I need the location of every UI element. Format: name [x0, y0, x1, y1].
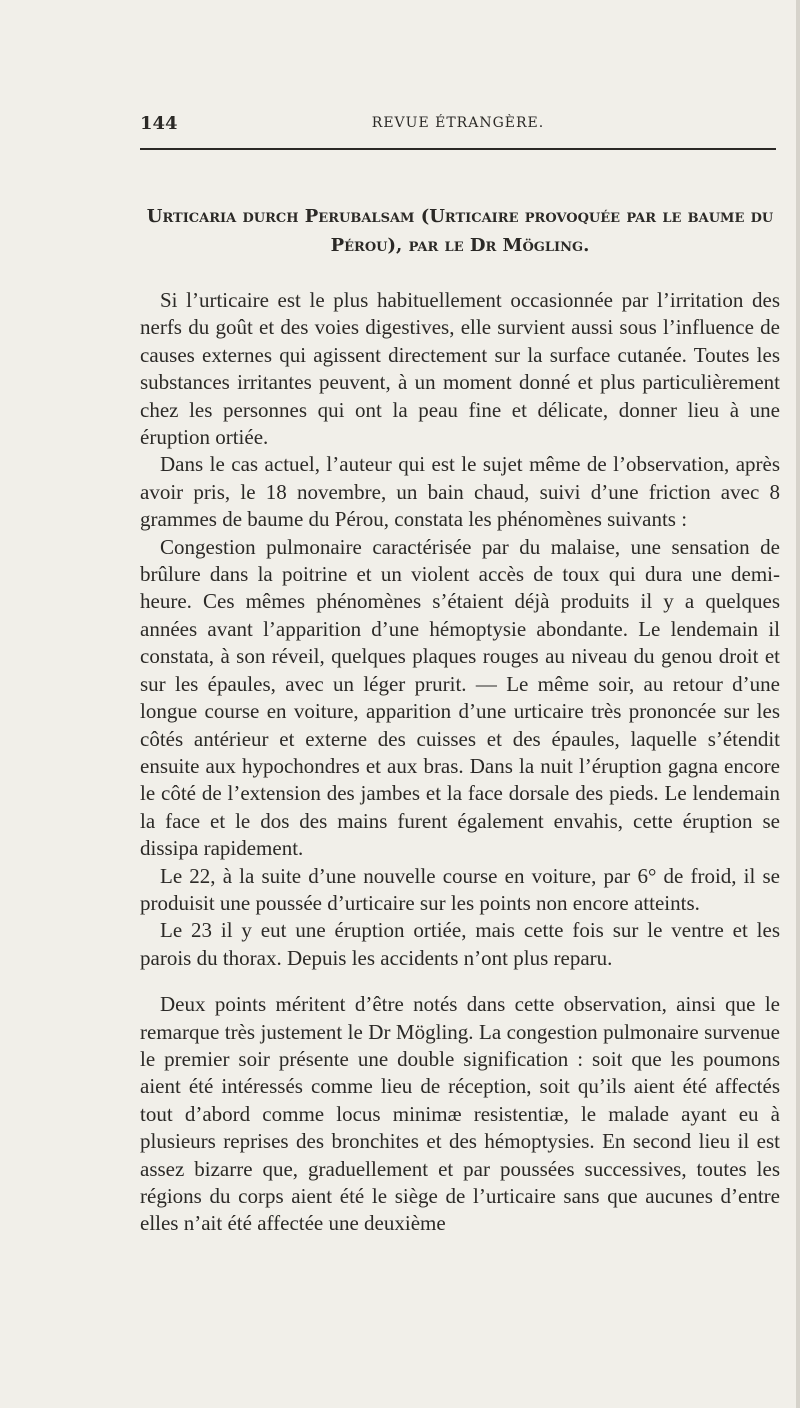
paragraph-discussion: Deux points méritent d’être notés dans cette observation, ainsi que le remarque très justement le Dr Mögling. La congestion pulmonaire survenue le premier soir présente une double signification : soit que les poumons aient été intéressés comme lieu de réception, soit qu’ils aient été affectés tout d’abord comme locus minimæ resistentiæ, le malade ayant eu à plusieurs reprises des bronchites et des hémoptysies. En second lieu il est assez bizarre que, graduellement et par poussées successives, toutes les régions du corps aient été le siège de l’urticaire sans que aucunes d’entre elles n’ait été affectée une deuxième	[140, 992, 780, 1236]
running-title: REVUE ÉTRANGÈRE.	[371, 115, 545, 131]
running-head	[140, 113, 776, 137]
header-rule	[140, 148, 776, 150]
paragraph-case: Dans le cas actuel, l’auteur qui est le sujet même de l’observation, après avoir pris, le 18 novembre, un bain chaud, suivi d’une friction avec 8 grammes de baume du Pérou, constata les phénomènes suivants :	[140, 452, 780, 532]
page-number: 144	[140, 113, 178, 134]
article-title-line-1: Urticaria durch Perubalsam (Urticaire provoquée par le baume du	[146, 206, 774, 227]
paragraph-22: Le 22, à la suite d’une nouvelle course en voiture, par 6° de froid, il se produisit une poussée d’urticaire sur les points non encore atteints.	[140, 863, 780, 915]
article-title-line-2: Pérou), par le Dr Mögling.	[330, 235, 590, 256]
page-edge	[796, 0, 800, 1408]
paragraph-intro: Si l’urticaire est le plus habituellement occasionnée par l’irritation des nerfs du goût et des voies digestives, elle survient aussi sous l’influence de causes externes qui agissent directement sur la surface cutanée. Toutes les substances irritantes peuvent, à un moment donné et plus particulièrement chez les personnes qui ont la peau fine et délicate, donner lieu à une éruption ortiée.	[140, 288, 780, 450]
paragraph-congestion: Congestion pulmonaire caractérisée par du malaise, une sensation de brûlure dans la poitrine et un violent accès de toux qui dura une demi-heure. Ces mêmes phénomènes s’étaient déjà produits il y a quelques années avant l’apparition d’une hémoptysie abondante. Le lendemain il constata, à son réveil, quelques plaques rouges au niveau du genou droit et sur les épaules, avec un léger prurit. — Le même soir, au retour d’une longue course en voiture, apparition d’une urticaire très prononcée sur les côtés antérieur et externe des cuisses et des épaules, laquelle s’étendit ensuite aux hypochondres et aux bras. Dans la nuit l’éruption gagna encore le côté de l’extension des jambes et la face dorsale des pieds. Le lendemain la face et le dos des mains furent également envahis, cette éruption se dissipa rapidement.	[140, 534, 780, 861]
paragraph-23: Le 23 il y eut une éruption ortiée, mais cette fois sur le ventre et les parois du thorax. Depuis les accidents n’ont plus reparu.	[140, 918, 780, 970]
article-body	[140, 287, 780, 1238]
article-title	[140, 202, 780, 260]
